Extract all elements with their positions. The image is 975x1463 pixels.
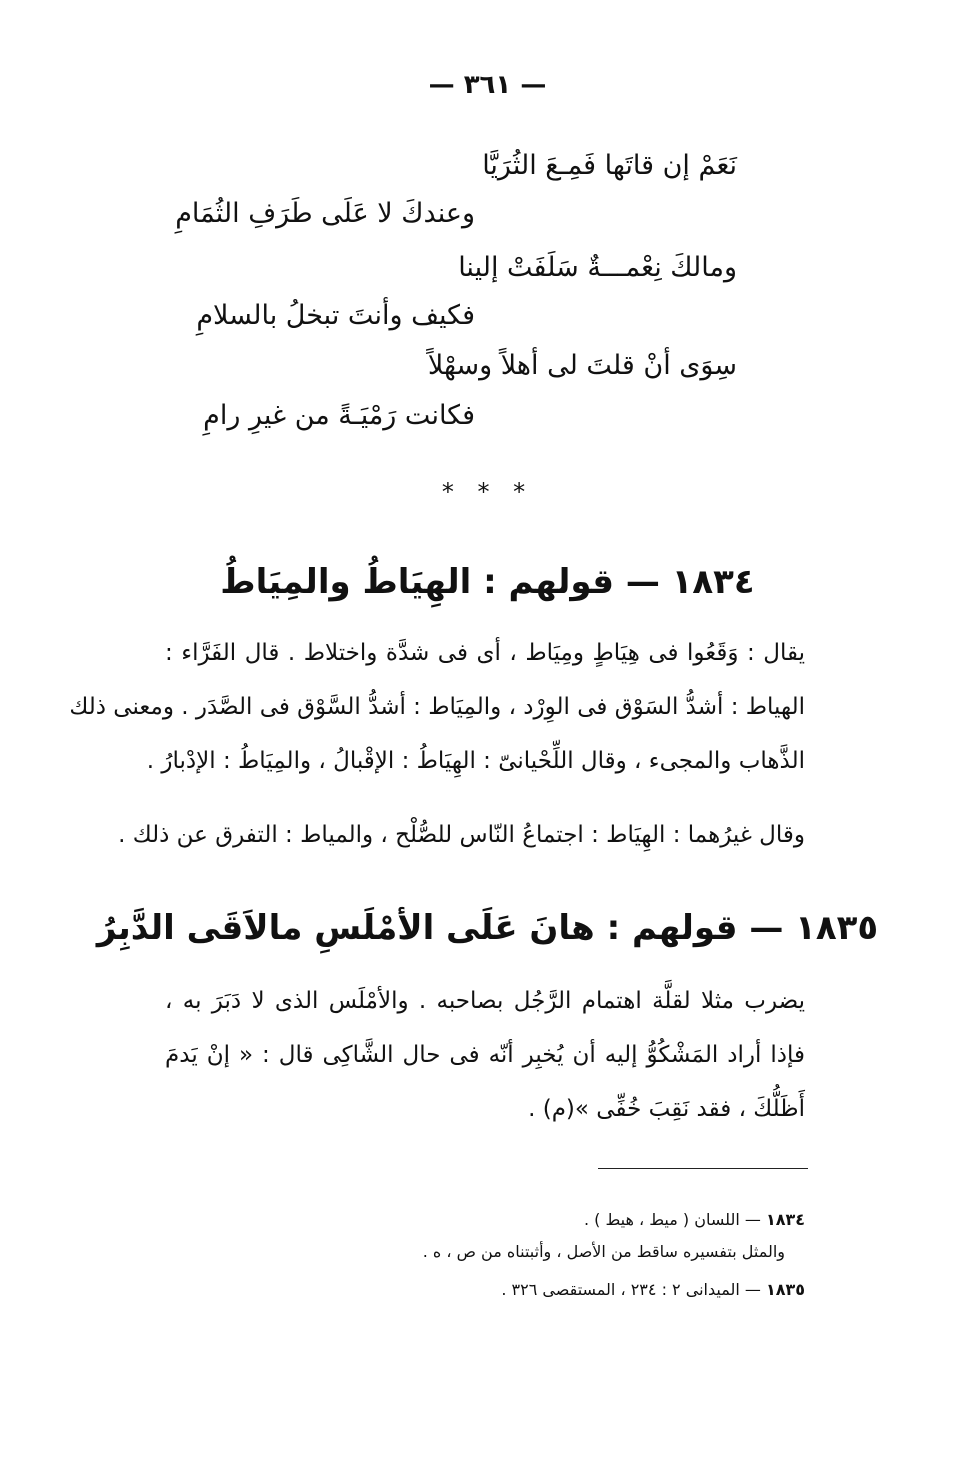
footnote-number: ١٨٣٥ bbox=[765, 1280, 805, 1299]
entry-1835-heading: ١٨٣٥ — قولهم : هانَ عَلَى الأمْلَسِ مالاَقَى الدَّبِرُ bbox=[96, 908, 879, 948]
entry-1835-line-2: فإذا أراد المَشْكُوُّ إليه أن يُخبِر أنّه فى حال الشَّاكِى قال : « إنْ يَدمَ bbox=[165, 1042, 805, 1068]
entry-1834-line-1: يقال : وَقَعُوا فى هِيَاطٍ ومِيَاط ، أى فى شدَّة واختلاط . قال الفَرَّاء : bbox=[165, 640, 805, 666]
footnote-text: — اللسان ( ميط ، هيط ) . bbox=[583, 1210, 761, 1229]
entry-1834-heading: ١٨٣٤ — قولهم : الهِيَاطُ والمِيَاطُ bbox=[220, 562, 755, 602]
entry-1834-extra-line: وقال غيرُهما : الهِيَاط : اجتماعُ النّاس للصُّلْح ، والمياط : التفرق عن ذلك . bbox=[118, 822, 805, 848]
section-separator: * * * bbox=[441, 478, 534, 506]
entry-1835-line-1: يضرب مثلا لقلَّة اهتمام الرَّجُل بصاحبه . والأمْلَس الذى لا دَبَرَ به ، bbox=[165, 988, 805, 1014]
footnote-divider bbox=[598, 1168, 808, 1169]
footnote-1835 bbox=[501, 1280, 805, 1299]
page-number: — ٣٦١ — bbox=[428, 70, 547, 100]
footnote-text: والمثل بتفسيره ساقط من الأصل ، وأثبتناه من ص ، ه . bbox=[422, 1242, 785, 1261]
poem-verse-1-second-hemistich: وعندكَ لا عَلَى طَرَفِ الثُمَامِ bbox=[175, 198, 475, 229]
footnote-1834-continuation bbox=[423, 1242, 785, 1261]
poem-verse-1-first-hemistich: نَعَمْ إن قاتَها فَمِـعَ الثُرَيَّا bbox=[482, 150, 737, 181]
footnote-1834 bbox=[584, 1210, 805, 1229]
poem-verse-3-first-hemistich: سِوَى أنْ قلتَ لى أهلاً وسهْلاً bbox=[427, 350, 737, 381]
entry-1835-line-3: أَظَلُّكَ ، فقد نَقِبَ خُفِّى »(م) . bbox=[528, 1096, 805, 1122]
poem-verse-3-second-hemistich: فكانت رَمْيَـةً من غيرِ رامِ bbox=[203, 400, 475, 431]
entry-1834-line-2: الهياط : أشدُّ السَوْق فى الوِرْد ، والمِيَاط : أشدُّ السَّوْق فى الصَّدَر . ومعنى ذلك bbox=[69, 694, 805, 720]
footnote-number: ١٨٣٤ bbox=[765, 1210, 805, 1229]
footnote-text: — الميدانى ٢ : ٢٣٤ ، المستقصى ٣٢٦ . bbox=[501, 1280, 761, 1299]
entry-1834-line-3: الذَّهاب والمجىء ، وقال اللِّحْيانىّ : الهِيَاطُ : الإقْبالُ ، والمِيَاطُ : الإدْبارُ . bbox=[146, 748, 805, 774]
poem-verse-2-first-hemistich: ومالكَ نِعْمـــةٌ سَلَفَتْ إلينا bbox=[458, 252, 737, 283]
poem-verse-2-second-hemistich: فكيف وأنتَ تبخلُ بالسلامِ bbox=[196, 300, 475, 331]
